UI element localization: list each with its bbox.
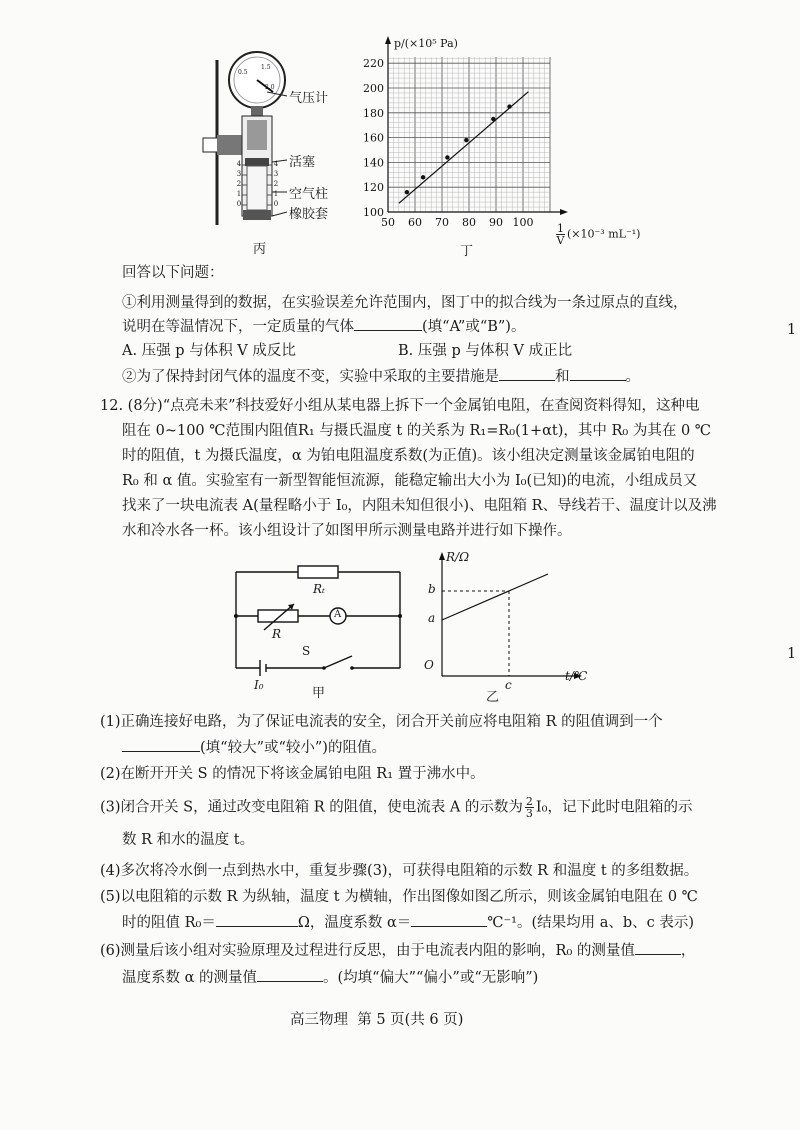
answer-blank[interactable] xyxy=(122,737,200,752)
data-point xyxy=(421,175,425,179)
y-tick-label: 180 xyxy=(363,106,384,120)
piston-label: 活塞 xyxy=(289,155,316,170)
answer-blank[interactable] xyxy=(257,967,323,982)
figure-caption: 丙 xyxy=(253,242,267,257)
right-scale: 4 3 2 1 0 xyxy=(273,160,279,208)
footer xyxy=(290,1010,463,1030)
answer-blank[interactable] xyxy=(499,366,555,381)
y-tick-label: 120 xyxy=(363,181,384,195)
step5-line1: (5)以电阻箱的示数 R 为纵轴，温度 t 为横轴，作出图像如图乙所示，则该金属铂电阻在 0 ℃ xyxy=(100,889,698,905)
step1-line1: (1)正确连接好电路，为了保证电流表的安全，闭合开关前应将电阻箱 R 的阻值调到一个 xyxy=(100,714,663,730)
figure-caption: 乙 xyxy=(486,690,500,705)
step4: (4)多次将冷水倒一点到热水中，重复步骤(3)，可获得电阻箱的示数 R 和温度 t 的多组数据。 xyxy=(100,863,699,879)
x-tick-label: 50 xyxy=(381,216,395,229)
data-point xyxy=(445,155,449,159)
q12-line3: 时的阻值，t 为摄氏温度，α 为铂电阻温度系数(为正值)。该小组决定测量该金属铂电阻的 xyxy=(122,448,695,464)
answer-blank[interactable] xyxy=(635,940,681,955)
q11-part2: ②为了保持封闭气体的温度不变，实验中采取的主要措施是 和 。 xyxy=(122,366,640,387)
q11-intro: 回答以下问题： xyxy=(122,265,224,281)
left-scale: 4 3 2 1 0 xyxy=(236,160,242,208)
x-tick-label: 60 xyxy=(408,216,422,229)
q11-option-a: A. 压强 p 与体积 V 成反比 xyxy=(122,343,296,359)
yi-xlabel: t/℃ xyxy=(565,669,588,683)
y-tick-label: 200 xyxy=(363,82,384,95)
q11-option-b: B. 压强 p 与体积 V 成正比 xyxy=(398,343,573,359)
fraction: $\frac{2}{3}$ xyxy=(525,795,533,820)
rubber-cap-label: 橡胶套 xyxy=(289,207,329,222)
q11-part1-line2: 说明在等温情况下，一定质量的气体 (填“A”或“B”)。 xyxy=(122,316,525,337)
gauge-tick: 0.5 xyxy=(238,69,248,76)
data-point xyxy=(491,117,495,121)
data-point xyxy=(464,138,468,142)
air-column-label: 空气柱 xyxy=(289,187,329,202)
margin-mark: 1 xyxy=(787,646,797,662)
step3-line1: (3)闭合开关 S，通过改变电阻箱 R 的阻值，使电流表 A 的示数为 $\frac{2}{3}$ I₀，记下此时电阻箱的示 xyxy=(100,795,693,820)
answer-blank[interactable] xyxy=(570,366,626,381)
x-tick-label: 100 xyxy=(512,216,534,229)
yi-a-label: a xyxy=(428,611,436,625)
figure-yi-graph xyxy=(420,548,600,708)
q12-line4: R₀ 和 α 值。实验室有一新型智能恒流源，能稳定输出大小为 I₀(已知)的电流，小组成员又 xyxy=(122,473,698,489)
step6-line2: 温度系数 α 的测量值 。(均填“偏大”“偏小”或“无影响”) xyxy=(122,967,538,988)
step1-line2: (填“较大”或“较小”)的阻值。 xyxy=(122,737,386,758)
r-label: R xyxy=(272,627,282,641)
ammeter-label: A xyxy=(334,609,342,620)
footer-subject: 高三物理 xyxy=(290,1012,348,1028)
gauge-tick: 1.5 xyxy=(261,64,271,71)
yi-ylabel: R/Ω xyxy=(446,550,470,564)
y-tick-label: 220 xyxy=(363,57,384,71)
y-tick-label: 140 xyxy=(363,156,384,170)
yi-c-label: c xyxy=(505,678,512,692)
step6-line1: (6)测量后该小组对实验原理及过程进行反思，由于电流表内阻的影响，R₀ 的测量值 ， xyxy=(100,940,695,961)
yi-b-label: b xyxy=(428,582,436,596)
q12-line2: 阻在 0~100 ℃范围内阻值R₁ 与摄氏温度 t 的关系为 R₁=R₀(1+αt)，其中 R₀ 为其在 0 ℃ xyxy=(122,423,712,439)
figure-bing xyxy=(195,40,375,255)
data-point xyxy=(405,190,409,194)
chart-xlabel: $\frac{1}{V}$ (×10⁻³ mL⁻¹) xyxy=(556,222,641,247)
chart-ylabel: p/(×10⁵ Pa) xyxy=(394,37,458,50)
answer-blank[interactable] xyxy=(216,912,298,927)
source-label: I₀ xyxy=(254,678,264,692)
rt-label: Rₜ xyxy=(313,582,325,596)
answer-blank[interactable] xyxy=(354,316,422,331)
q12-line5: 找来了一块电流表 A(量程略小于 I₀，内阻未知但很小)、电阻箱 R、导线若干、温度计以及沸 xyxy=(122,498,717,514)
footer-page: 第 5 页(共 6 页) xyxy=(357,1012,464,1028)
x-tick-label: 80 xyxy=(462,216,476,229)
y-tick-label: 100 xyxy=(363,206,384,219)
chart-caption: 丁 xyxy=(460,244,474,259)
q12-line1: 12. (8分)“点亮未来”科技爱好小组从某电器上拆下一个金属铂电阻，在查阅资料得知，这种电 xyxy=(100,398,700,414)
step5-line2: 时的阻值 R₀＝ Ω，温度系数 α＝ ℃⁻¹。(结果均用 a、b、c 表示) xyxy=(122,912,694,933)
answer-blank[interactable] xyxy=(411,912,487,927)
x-tick-label: 70 xyxy=(435,216,449,229)
step3-line2: 数 R 和水的温度 t。 xyxy=(122,832,255,848)
data-point xyxy=(507,104,511,108)
step2: (2)在断开开关 S 的情况下将该金属铂电阻 R₁ 置于沸水中。 xyxy=(100,766,485,782)
gauge-tick: 2.0 xyxy=(265,84,275,91)
q12-line6: 水和冷水各一杯。该小组设计了如图甲所示测量电路并进行如下操作。 xyxy=(122,523,572,539)
margin-mark: 1 xyxy=(787,322,797,338)
figure-caption: 甲 xyxy=(312,686,326,701)
figure-jia-circuit xyxy=(228,558,408,703)
x-tick-label: 90 xyxy=(489,216,503,229)
y-tick-label: 160 xyxy=(363,131,384,145)
q11-part1-line1: ①利用测量得到的数据，在实验误差允许范围内，图丁中的拟合线为一条过原点的直线， xyxy=(122,295,688,311)
yi-origin: O xyxy=(424,658,434,672)
switch-label: S xyxy=(302,644,311,658)
figure-ding-chart xyxy=(350,35,650,260)
gauge-label: 气压计 xyxy=(289,91,329,106)
